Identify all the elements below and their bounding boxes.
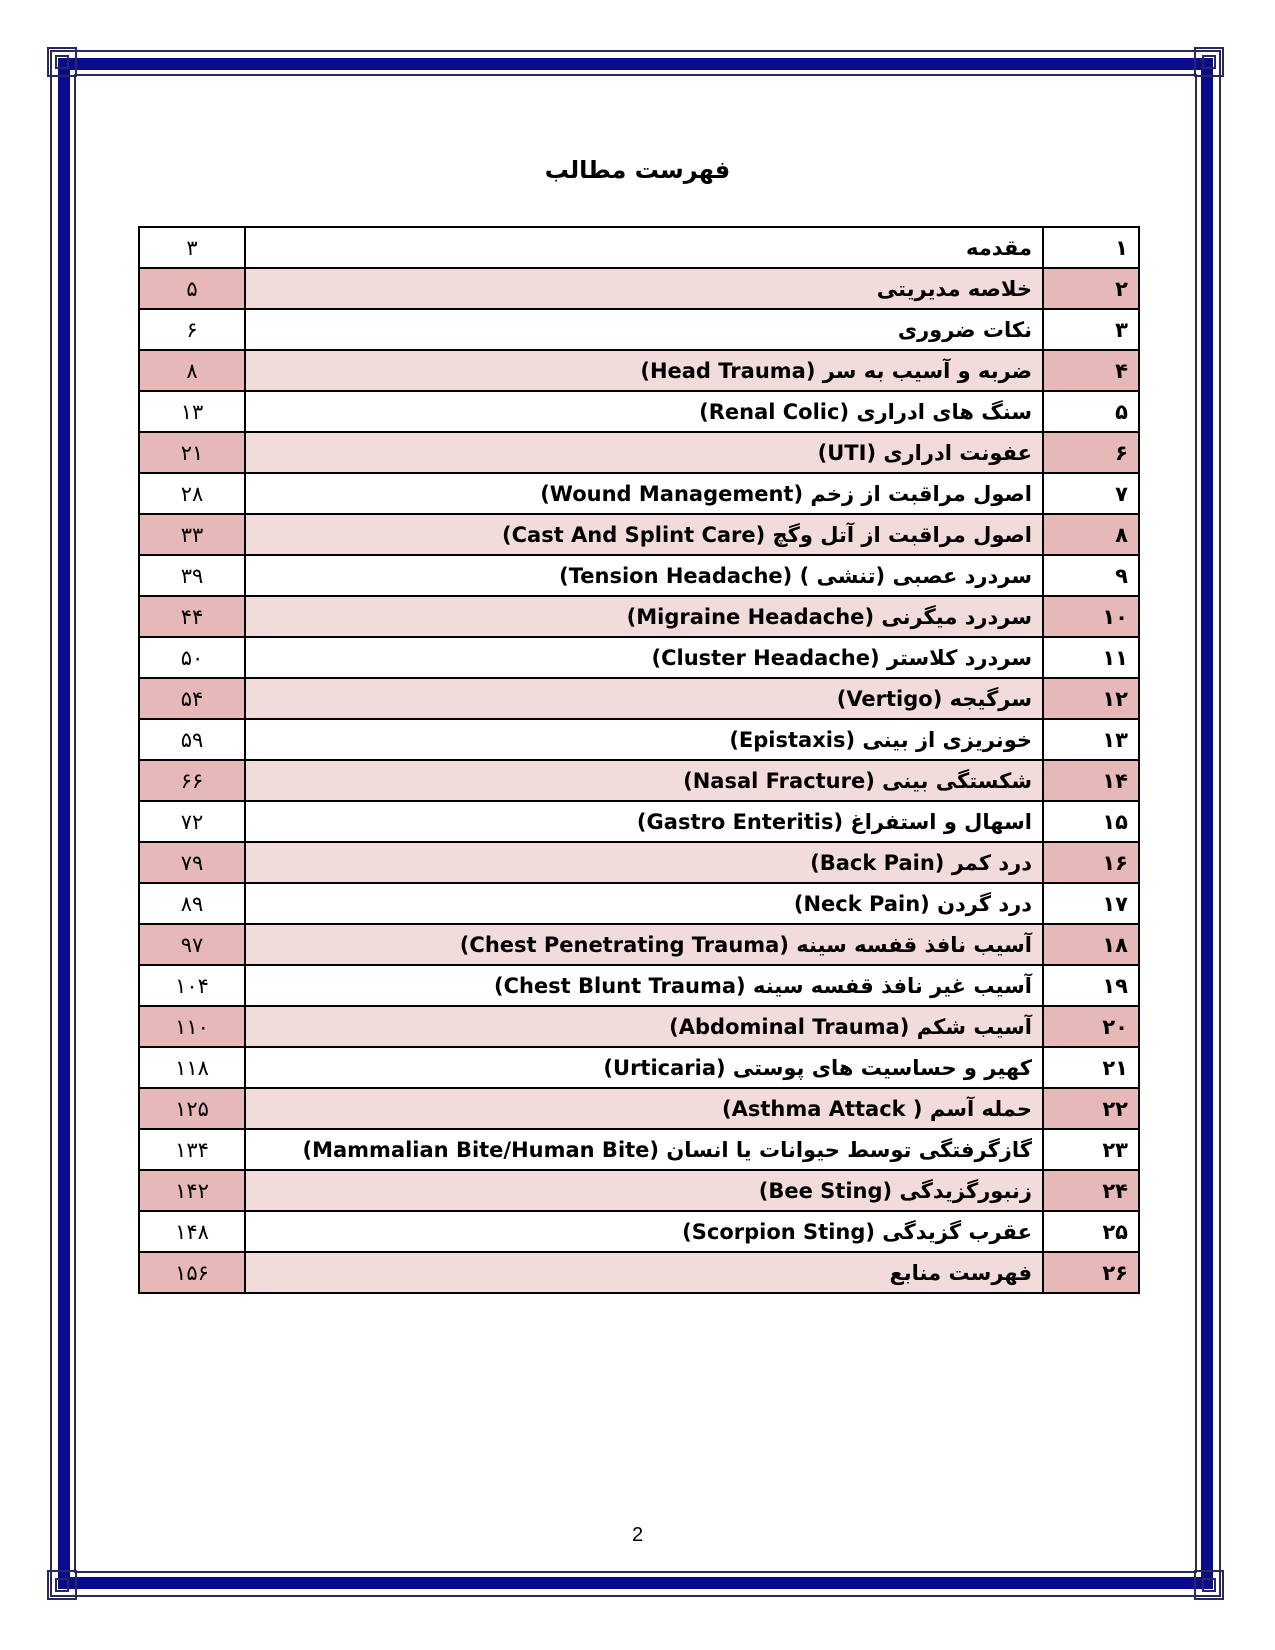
corner-ornament bbox=[47, 1570, 77, 1600]
toc-topic-cell: فهرست منابع bbox=[245, 1252, 1043, 1293]
toc-row bbox=[139, 268, 1139, 309]
toc-number-cell: ۴ bbox=[1043, 350, 1139, 391]
toc-row bbox=[139, 1047, 1139, 1088]
toc-row bbox=[139, 965, 1139, 1006]
toc-page-cell: ۹۷ bbox=[139, 924, 245, 965]
toc-topic-cell: سردرد کلاستر (Cluster Headache) bbox=[245, 637, 1043, 678]
toc-topic-cell: حمله آسم ( Asthma Attack) bbox=[245, 1088, 1043, 1129]
toc-row bbox=[139, 432, 1139, 473]
toc-number-cell: ۱۱ bbox=[1043, 637, 1139, 678]
toc-topic-cell: شکستگی بینی (Nasal Fracture) bbox=[245, 760, 1043, 801]
toc-number-cell: ۱ bbox=[1043, 227, 1139, 268]
toc-row bbox=[139, 596, 1139, 637]
toc-topic-cell: آسیب نافذ قفسه سینه (Chest Penetrating Trauma) bbox=[245, 924, 1043, 965]
toc-row bbox=[139, 1006, 1139, 1047]
toc-page-cell: ۱۳۴ bbox=[139, 1129, 245, 1170]
toc-topic-cell: گازگرفتگی توسط حیوانات یا انسان (Mammalian Bite/Human Bite) bbox=[245, 1129, 1043, 1170]
toc-number-cell: ۸ bbox=[1043, 514, 1139, 555]
toc-number-cell: ۲۱ bbox=[1043, 1047, 1139, 1088]
toc-body bbox=[139, 227, 1139, 1293]
toc-row bbox=[139, 719, 1139, 760]
toc-row bbox=[139, 760, 1139, 801]
toc-row bbox=[139, 350, 1139, 391]
page-number: 2 bbox=[631, 1524, 644, 1546]
toc-number-cell: ۳ bbox=[1043, 309, 1139, 350]
toc-row bbox=[139, 309, 1139, 350]
toc-page-cell: ۵ bbox=[139, 268, 245, 309]
corner-ornament bbox=[1194, 47, 1224, 77]
toc-table bbox=[138, 226, 1140, 1294]
toc-topic-cell: کهیر و حساسیت های پوستی (Urticaria) bbox=[245, 1047, 1043, 1088]
toc-number-cell: ۲ bbox=[1043, 268, 1139, 309]
toc-topic-cell: زنبورگزیدگی (Bee Sting) bbox=[245, 1170, 1043, 1211]
toc-topic-cell: درد گردن (Neck Pain) bbox=[245, 883, 1043, 924]
toc-page-cell: ۱۰۴ bbox=[139, 965, 245, 1006]
toc-topic-cell: مقدمه bbox=[245, 227, 1043, 268]
toc-number-cell: ۲۲ bbox=[1043, 1088, 1139, 1129]
toc-number-cell: ۲۰ bbox=[1043, 1006, 1139, 1047]
toc-number-cell: ۲۶ bbox=[1043, 1252, 1139, 1293]
toc-number-cell: ۱۷ bbox=[1043, 883, 1139, 924]
toc-number-cell: ۱۲ bbox=[1043, 678, 1139, 719]
toc-number-cell: ۹ bbox=[1043, 555, 1139, 596]
toc-page-cell: ۷۲ bbox=[139, 801, 245, 842]
toc-page-cell: ۸۹ bbox=[139, 883, 245, 924]
toc-number-cell: ۷ bbox=[1043, 473, 1139, 514]
toc-topic-cell: عفونت ادراری (UTI) bbox=[245, 432, 1043, 473]
toc-page-cell: ۱۴۲ bbox=[139, 1170, 245, 1211]
toc-page-cell: ۶۶ bbox=[139, 760, 245, 801]
toc-topic-cell: درد کمر (Back Pain) bbox=[245, 842, 1043, 883]
toc-topic-cell: اصول مراقبت از زخم (Wound Management) bbox=[245, 473, 1043, 514]
toc-page-cell: ۲۸ bbox=[139, 473, 245, 514]
toc-topic-cell: سرگیجه (Vertigo) bbox=[245, 678, 1043, 719]
toc-row bbox=[139, 637, 1139, 678]
toc-number-cell: ۱۴ bbox=[1043, 760, 1139, 801]
toc-page-cell: ۱۴۸ bbox=[139, 1211, 245, 1252]
toc-row bbox=[139, 227, 1139, 268]
toc-number-cell: ۱۸ bbox=[1043, 924, 1139, 965]
toc-page-cell: ۲۱ bbox=[139, 432, 245, 473]
toc-topic-cell: آسیب شکم (Abdominal Trauma) bbox=[245, 1006, 1043, 1047]
toc-topic-cell: ضربه و آسیب به سر (Head Trauma) bbox=[245, 350, 1043, 391]
corner-ornament bbox=[1194, 1570, 1224, 1600]
toc-row bbox=[139, 1088, 1139, 1129]
toc-topic-cell: سردرد میگرنی (Migraine Headache) bbox=[245, 596, 1043, 637]
toc-page-cell: ۱۳ bbox=[139, 391, 245, 432]
toc-page-cell: ۷۹ bbox=[139, 842, 245, 883]
toc-number-cell: ۶ bbox=[1043, 432, 1139, 473]
toc-row bbox=[139, 842, 1139, 883]
toc-row bbox=[139, 391, 1139, 432]
toc-row bbox=[139, 1129, 1139, 1170]
page-title: فهرست مطالب bbox=[544, 156, 731, 184]
toc-number-cell: ۲۴ bbox=[1043, 1170, 1139, 1211]
toc-page-cell: ۱۱۰ bbox=[139, 1006, 245, 1047]
toc-row bbox=[139, 473, 1139, 514]
toc-page-cell: ۵۰ bbox=[139, 637, 245, 678]
toc-row bbox=[139, 514, 1139, 555]
toc-row bbox=[139, 1211, 1139, 1252]
toc-number-cell: ۵ bbox=[1043, 391, 1139, 432]
toc-number-cell: ۱۰ bbox=[1043, 596, 1139, 637]
toc-page-cell: ۱۵۶ bbox=[139, 1252, 245, 1293]
toc-number-cell: ۱۹ bbox=[1043, 965, 1139, 1006]
toc-number-cell: ۲۳ bbox=[1043, 1129, 1139, 1170]
toc-page-cell: ۱۱۸ bbox=[139, 1047, 245, 1088]
toc-row bbox=[139, 801, 1139, 842]
toc-topic-cell: اصول مراقبت از آتل وگچ (Cast And Splint Care) bbox=[245, 514, 1043, 555]
toc-page-cell: ۶ bbox=[139, 309, 245, 350]
toc-row bbox=[139, 1252, 1139, 1293]
toc-topic-cell: اسهال و استفراغ (Gastro Enteritis) bbox=[245, 801, 1043, 842]
toc-topic-cell: عقرب گزیدگی (Scorpion Sting) bbox=[245, 1211, 1043, 1252]
toc-number-cell: ۱۳ bbox=[1043, 719, 1139, 760]
toc-page-cell: ۳۳ bbox=[139, 514, 245, 555]
toc-topic-cell: خلاصه مدیریتی bbox=[245, 268, 1043, 309]
toc-topic-cell: سردرد عصبی (تنشی ) (Tension Headache) bbox=[245, 555, 1043, 596]
toc-page-cell: ۳ bbox=[139, 227, 245, 268]
corner-ornament bbox=[47, 47, 77, 77]
toc-topic-cell: سنگ های ادراری (Renal Colic) bbox=[245, 391, 1043, 432]
toc-topic-cell: خونریزی از بینی (Epistaxis) bbox=[245, 719, 1043, 760]
toc-row bbox=[139, 678, 1139, 719]
toc-number-cell: ۲۵ bbox=[1043, 1211, 1139, 1252]
toc-row bbox=[139, 555, 1139, 596]
toc-number-cell: ۱۵ bbox=[1043, 801, 1139, 842]
toc-page-cell: ۵۹ bbox=[139, 719, 245, 760]
toc-page-cell: ۱۲۵ bbox=[139, 1088, 245, 1129]
toc-page-cell: ۵۴ bbox=[139, 678, 245, 719]
toc-number-cell: ۱۶ bbox=[1043, 842, 1139, 883]
toc-page-cell: ۳۹ bbox=[139, 555, 245, 596]
toc-page-cell: ۸ bbox=[139, 350, 245, 391]
toc-row bbox=[139, 924, 1139, 965]
toc-row bbox=[139, 1170, 1139, 1211]
toc-page-cell: ۴۴ bbox=[139, 596, 245, 637]
toc-topic-cell: نکات ضروری bbox=[245, 309, 1043, 350]
toc-topic-cell: آسیب غیر نافذ قفسه سینه (Chest Blunt Trauma) bbox=[245, 965, 1043, 1006]
toc-row bbox=[139, 883, 1139, 924]
